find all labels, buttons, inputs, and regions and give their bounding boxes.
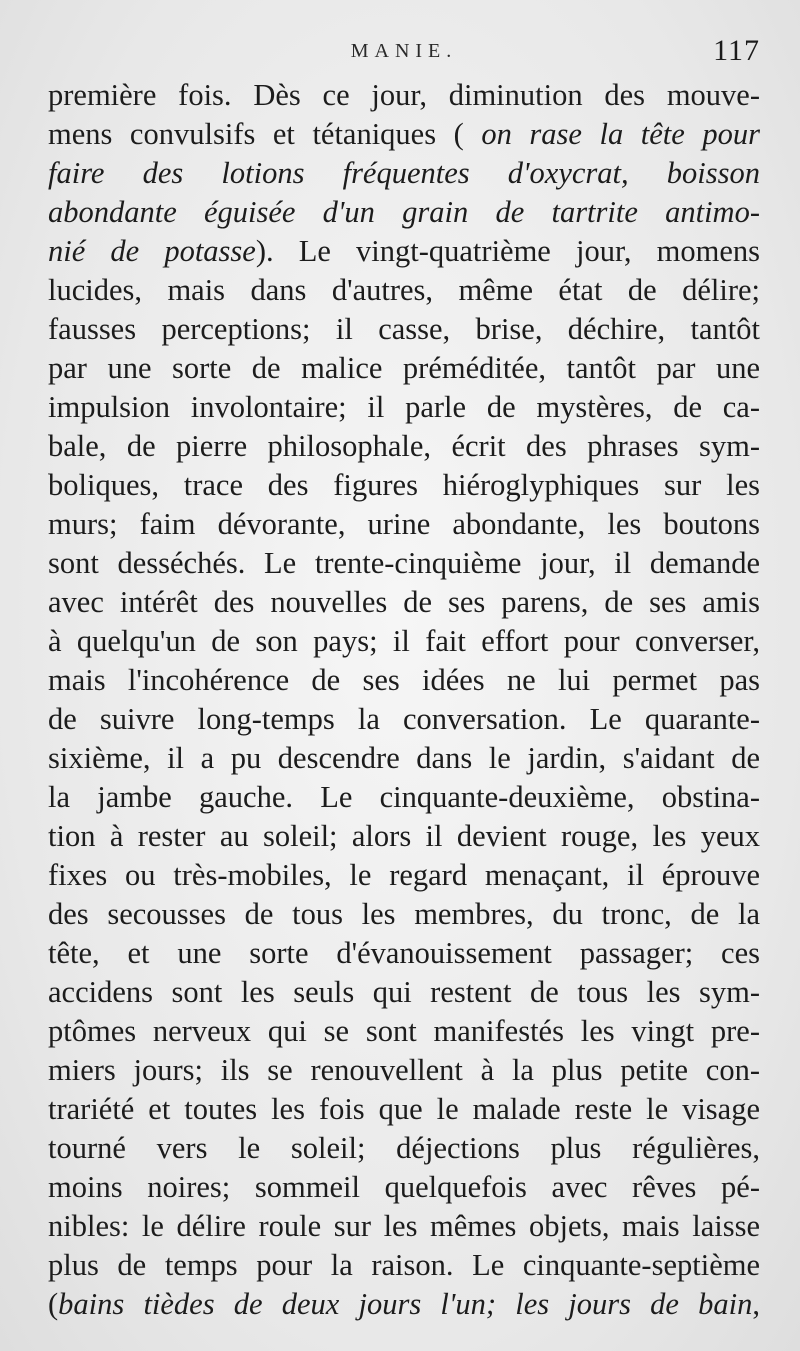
text-segment: moins noires; sommeil quelquefois avec rêves pé- [48, 1170, 760, 1204]
text-line [48, 1129, 760, 1168]
text-segment: , [752, 1287, 760, 1321]
text-line [48, 1246, 760, 1285]
text-line [48, 349, 760, 388]
text-line [48, 1051, 760, 1090]
text-line [48, 505, 760, 544]
text-segment: trariété et toutes les fois que le malade reste le visage [48, 1092, 760, 1126]
text-line [48, 466, 760, 505]
text-line [48, 232, 760, 271]
text-line [48, 1090, 760, 1129]
text-line [48, 973, 760, 1012]
text-line [48, 583, 760, 622]
text-segment: de suivre long-temps la conversation. Le quarante- [48, 702, 760, 736]
text-line [48, 934, 760, 973]
text-line [48, 427, 760, 466]
text-line [48, 817, 760, 856]
text-line [48, 739, 760, 778]
text-segment: impulsion involontaire; il parle de mystères, de ca- [48, 390, 760, 424]
text-line [48, 310, 760, 349]
text-line [48, 856, 760, 895]
text-segment: des secousses de tous les membres, du tronc, de la [48, 897, 760, 931]
text-segment: tête, et une sorte d'évanouissement passager; ces [48, 936, 760, 970]
italic-text-segment: bains tièdes de deux jours l'un; les jours de bain [58, 1287, 753, 1321]
text-line [48, 271, 760, 310]
italic-text-segment: faire des lotions fréquentes d'oxycrat, boisson [48, 156, 760, 190]
text-segment: la jambe gauche. Le cinquante-deuxième, obstina- [48, 780, 760, 814]
text-line [48, 700, 760, 739]
running-title: MANIE. [350, 40, 458, 62]
text-line [48, 544, 760, 583]
text-line [48, 1285, 760, 1324]
text-line [48, 388, 760, 427]
text-segment: ). Le vingt-quatrième jour, momens [255, 234, 760, 268]
page-header [48, 34, 760, 68]
text-segment: mens convulsifs et tétaniques ( [48, 117, 482, 151]
text-segment: murs; faim dévorante, urine abondante, les boutons [48, 507, 760, 541]
text-segment: mais l'incohérence de ses idées ne lui permet pas [48, 663, 760, 697]
text-segment: tion à rester au soleil; alors il devient rouge, les yeux [48, 819, 760, 853]
text-segment: sont desséchés. Le trente-cinquième jour, il demande [48, 546, 760, 580]
text-segment: par une sorte de malice préméditée, tantôt par une [48, 351, 760, 385]
text-line [48, 1207, 760, 1246]
text-segment: ptômes nerveux qui se sont manifestés les vingt pre- [48, 1014, 760, 1048]
text-segment: avec intérêt des nouvelles de ses parens, de ses amis [48, 585, 760, 619]
text-line [48, 115, 760, 154]
text-line [48, 661, 760, 700]
text-segment: nibles: le délire roule sur les mêmes objets, mais laisse [48, 1209, 760, 1243]
text-segment: lucides, mais dans d'autres, même état de délire; [48, 273, 760, 307]
text-segment: première fois. Dès ce jour, diminution des mouve- [48, 78, 760, 112]
text-segment: tourné vers le soleil; déjections plus régulières, [48, 1131, 760, 1165]
text-line [48, 154, 760, 193]
text-line [48, 193, 760, 232]
text-line [48, 1168, 760, 1207]
text-line [48, 1012, 760, 1051]
text-segment: sixième, il a pu descendre dans le jardin, s'aidant de [48, 741, 760, 775]
italic-text-segment: nié de potasse [48, 234, 256, 268]
text-segment: miers jours; ils se renouvellent à la plus petite con- [48, 1053, 760, 1087]
text-line [48, 622, 760, 661]
text-line [48, 76, 760, 115]
text-line [48, 778, 760, 817]
page-number: 117 [713, 34, 760, 67]
text-line [48, 895, 760, 934]
text-segment: plus de temps pour la raison. Le cinquante-septième [48, 1248, 760, 1282]
text-segment: accidens sont les seuls qui restent de tous les sym- [48, 975, 760, 1009]
text-segment: bale, de pierre philosophale, écrit des phrases sym- [48, 429, 760, 463]
body-text [48, 76, 760, 1324]
text-segment: ( [48, 1287, 59, 1321]
italic-text-segment: abondante éguisée d'un grain de tartrite antimo- [48, 195, 760, 229]
italic-text-segment: on rase la tête pour [481, 117, 760, 151]
text-segment: fixes ou très-mobiles, le regard menaçant, il éprouve [48, 858, 760, 892]
text-segment: fausses perceptions; il casse, brise, déchire, tantôt [48, 312, 760, 346]
text-segment: boliques, trace des figures hiéroglyphiques sur les [48, 468, 760, 502]
text-segment: à quelqu'un de son pays; il fait effort pour converser, [48, 624, 760, 658]
